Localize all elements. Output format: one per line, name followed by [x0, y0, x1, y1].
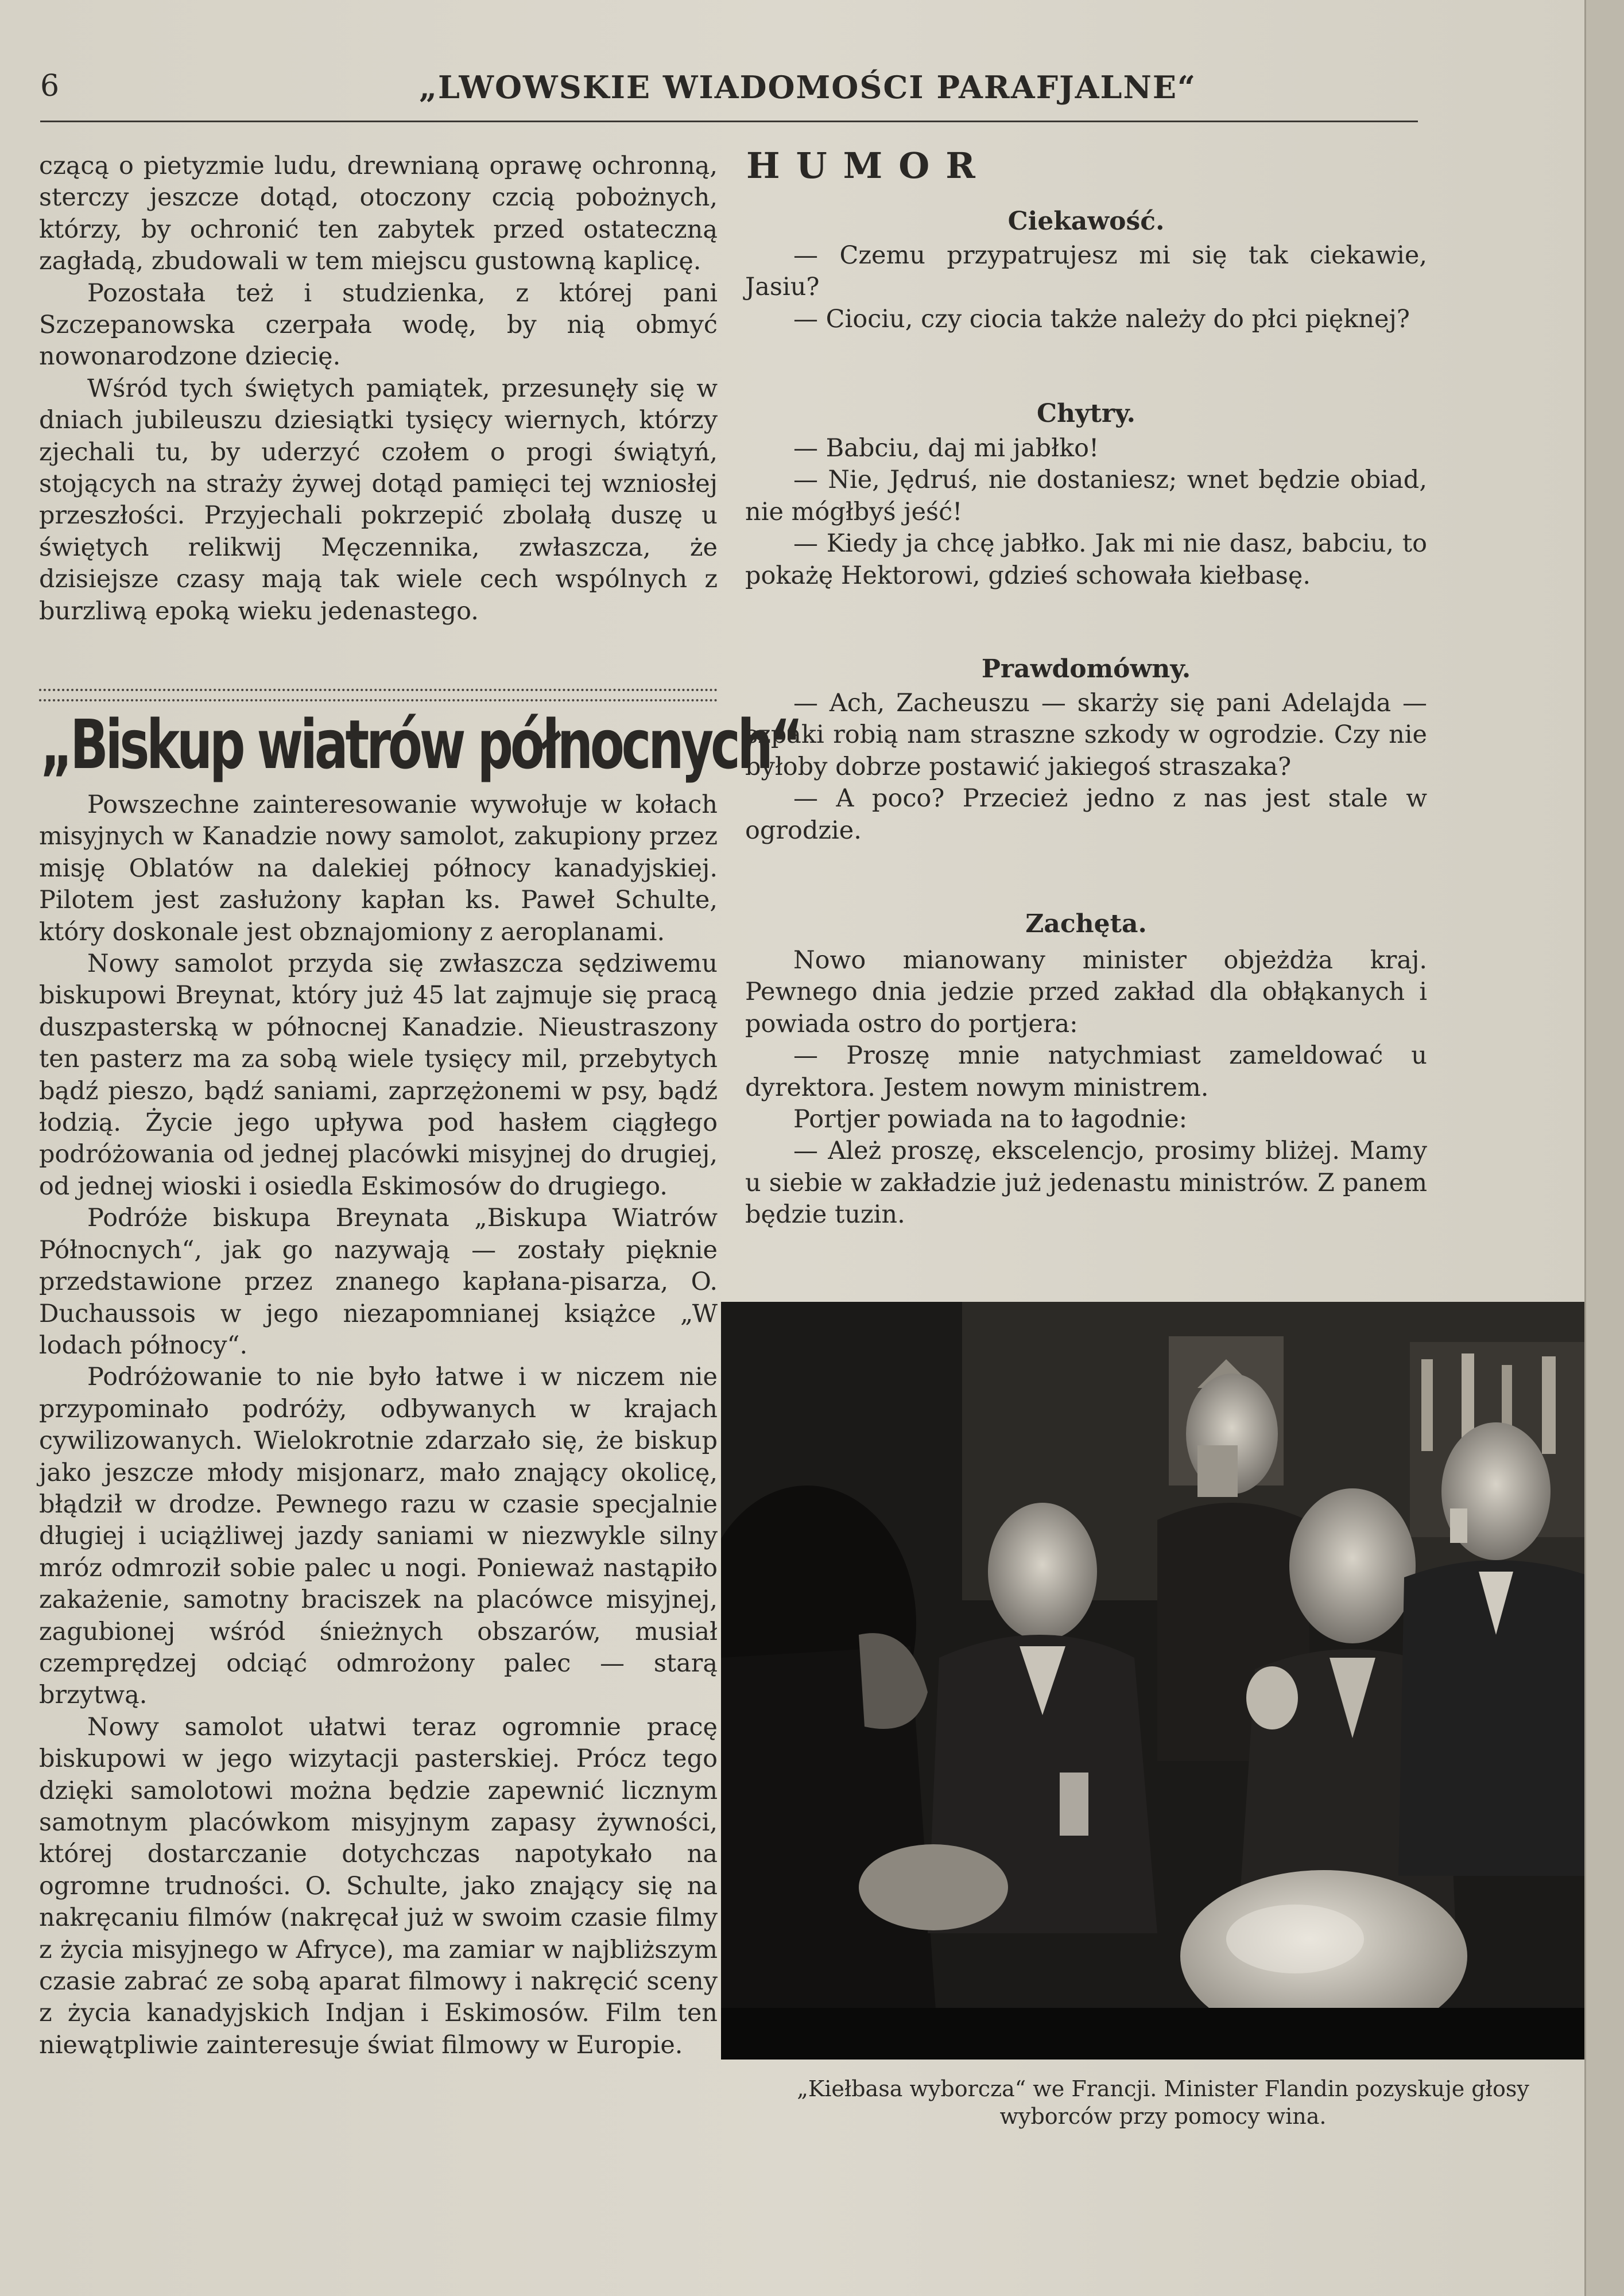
paragraph: Powszechne zainteresowanie wywołuje w kołach misyjnych w Kanadzie nowy samolot, zakupiony przez misję Oblatów na dalekiej północy kanadyjskiej. Pilotem jest zasłużony kapłan ks. Paweł Schulte, który doskonale jest obznajomiony z aeroplanami. [39, 790, 718, 947]
paragraph: Podróżowanie to nie było łatwe i w niczem nie przypominało podróży, odbywanych w krajach cywilizowanych. Wielokrotnie zdarzało się, że biskup jako jeszcze młody misjonarz, mało znający okolicę, błądził w drodze. Pewnego razu w czasie specjalnie długiej i uciążliwej jazdy saniami w niezwykle silny mróz odmroził sobie palec u nogi. Ponieważ nastąpiło zakażenie, samotny braciszek na placówce misyjnej, zagubionej wśród śnieżnych obszarów, musiał czemprędzej odciąć odmrożony palec — starą brzytwą. [39, 1363, 718, 1710]
joke-line: — Czemu przypatrujesz mi się tak ciekawie, Jasiu? [745, 241, 1427, 302]
paragraph: czącą o pietyzmie ludu, drewnianą oprawę ochronną, sterczy jeszcze dotąd, otoczony czcią pobożnych, którzy, by ochronić ten zabytek przed ostateczną zagładą, zbudowali w tem miejscu gustowną kaplicę. [39, 152, 718, 276]
page-header [40, 69, 1418, 122]
joke-line: — Proszę mnie natychmiast zameldować u dyrektora. Jestem nowym ministrem. [745, 1041, 1427, 1102]
humor-section-title: HUMOR [746, 145, 991, 187]
news-photograph [721, 1302, 1611, 2060]
joke-line: — Babciu, daj mi jabłko! [793, 434, 1099, 463]
paragraph: Nowy samolot przyda się zwłaszcza sędziwemu biskupowi Breynat, który już 45 lat zajmuje się pracą duszpasterską w północnej Kanadzie. Nieustraszony ten pasterz ma za sobą wiele tysięcy mil, przebytych bądź pieszo, bądź saniami, zaprzężonemi w psy, bądź łodzią. Życie jego upływa pod hasłem ciągłego podróżowania od jednej placówki misyjnej do drugiej, od jednej wioski i osiedla Eskimosów do drugiego. [39, 949, 718, 1201]
joke-line: — Nie, Jędruś, nie dostaniesz; wnet będzie obiad, nie mógłbyś jeść! [745, 466, 1427, 526]
joke-line: — Ciociu, czy ciocia także należy do płci pięknej? [793, 304, 1410, 333]
joke-line: — Kiedy ja chcę jabłko. Jak mi nie dasz, babciu, to pokażę Hektorowi, gdzieś schowała kiełbasę. [745, 529, 1427, 590]
joke-title: Zachęta. [1025, 909, 1147, 938]
joke-line: — Ależ proszę, ekscelencjo, prosimy bliżej. Mamy u siebie w zakładzie już jedenastu ministrów. Z panem będzie tuzin. [745, 1137, 1427, 1230]
joke-line: Portjer powiada na to łagodnie: [793, 1105, 1188, 1134]
ornamental-divider [39, 689, 718, 701]
joke-line: — Ach, Zacheuszu — skarży się pani Adelajda — szpaki robią nam straszne szkody w ogrodzie. Czy nie byłoby dobrze postawić jakiegoś straszaka? [745, 689, 1427, 781]
photo-caption: „Kiełbasa wyborcza“ we Francji. Minister Flandin pozyskuje głosy wyborców przy pomocy wina. [797, 2076, 1529, 2129]
joke-body [745, 240, 1427, 335]
article-headline: „Biskup wiatrów północnych“ [40, 705, 800, 784]
page-number: 6 [40, 69, 60, 103]
publication-title: „LWOWSKIE WIADOMOŚCI PARAFJALNE“ [419, 69, 1197, 106]
article-body [39, 789, 718, 2061]
photo-illustration [721, 1302, 1611, 2060]
paragraph: Nowy samolot ułatwi teraz ogromnie pracę biskupowi w jego wizytacji pasterskiej. Prócz tego dzięki samolotowi można będzie zapewnić licznym samotnym placówkom misyjnym zapasy żywności, której dostarczanie dotychczas napotykało na ogromne trudności. O. Schulte, jako znający się na nakręcaniu filmów (nakręcał już w swoim czasie filmy z życia misyjnego w Afryce), ma zamiar w najbliższym czasie zabrać ze sobą aparat filmowy i nakręcić sceny z życia kanadyjskich Indjan i Eskimosów. Film ten niewątpliwie zainteresuje świat filmowy w Europie. [39, 1712, 718, 2060]
continued-article [39, 150, 718, 627]
paragraph: Pozostała też i studzienka, z której pani Szczepanowska czerpała wodę, by nią obmyć nowonarodzone dziecię. [39, 278, 718, 371]
joke-title: Prawdomówny. [981, 654, 1191, 684]
paragraph: Wśród tych świętych pamiątek, przesunęły się w dniach jubileuszu dziesiątki tysięcy wiernych, którzy zjechali tu, by uderzyć czołem o progi świątyń, stojących na straży żywej dotąd pamięci tej wzniosłej przeszłości. Przyjechali pokrzepić zbolałą duszę u świętych relikwij Męczennika, zwłaszcza, że dzisiejsze czasy mają tak wiele cech wspólnych z burzliwą epoką wieku jedenastego. [39, 374, 718, 626]
joke-line: Nowo mianowany minister objeżdża kraj. Pewnego dnia jedzie przed zakład dla obłąkanych i powiada ostro do portjera: [745, 946, 1427, 1038]
joke-title: Chytry. [1037, 399, 1135, 428]
page-edge [1584, 0, 1624, 2296]
joke-body [745, 945, 1427, 1231]
joke-body [745, 688, 1427, 847]
paragraph: Podróże biskupa Breynata „Biskupa Wiatrów Północnych“, jak go nazywają — zostały pięknie przedstawione przez znanego kapłana-pisarza, O. Duchaussois w jego niezapomnianej książce „W lodach północy“. [39, 1204, 718, 1360]
joke-line: — A poco? Przecież jedno z nas jest stale w ogrodzie. [745, 784, 1427, 845]
joke-body [745, 433, 1427, 592]
joke-title: Ciekawość. [1007, 207, 1165, 236]
